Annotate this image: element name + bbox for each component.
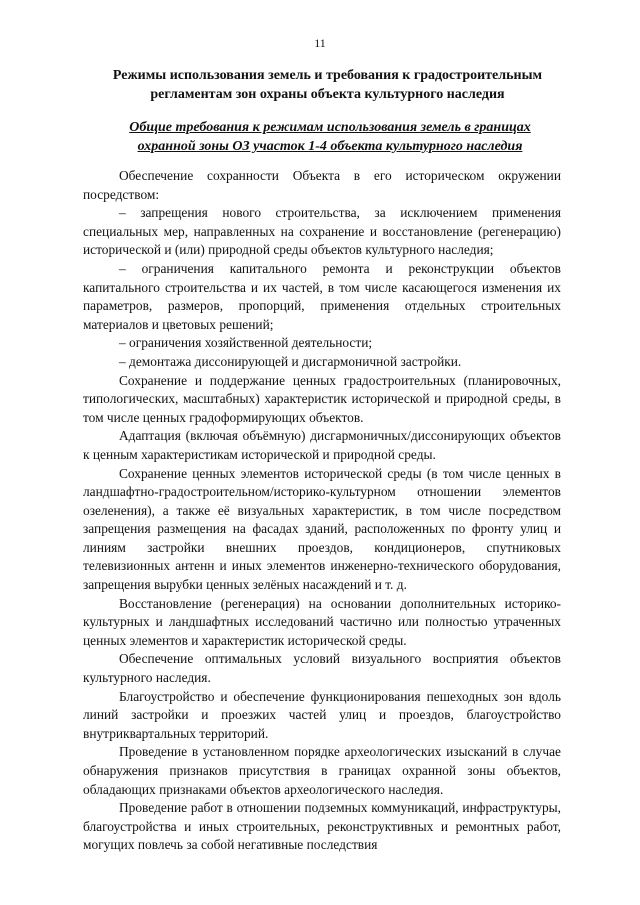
list-item: – ограничения хозяйственной деятельности; bbox=[119, 335, 373, 351]
section-heading: Общие требования к режимам использования земель в границах охранной зоны ОЗ участок 1-4 объекта культурного наследия bbox=[129, 120, 531, 154]
list-item: – запрещения нового строительства, за исключением применения специальных мер, направленных на сохранение и восстановление (регенерацию) исторической и (или) природной среды объектов культурного наследия; bbox=[83, 205, 561, 258]
paragraph: Восстановление (регенерация) на основании дополнительных историко-культурных и ландшафтных исследований частично или полностью утраченных ценных элементов и характеристик исторической среды. bbox=[83, 595, 561, 648]
page-title: Режимы использования земель и требования к градостроительным регламентам зон охраны объекта культурного наследия bbox=[112, 68, 543, 102]
page-number: 11 bbox=[314, 36, 326, 50]
paragraph: Проведение работ в отношении подземных коммуникаций, инфраструктуры, благоустройства и иных строительных, реконструктивных и ремонтных работ, могущих повлечь за собой негативные последствия bbox=[83, 800, 561, 853]
paragraph: Обеспечение сохранности Объекта в его историческом окружении посредством: bbox=[83, 168, 561, 202]
paragraph: Благоустройство и обеспечение функционирования пешеходных зон вдоль линий застройки и проезжих частей улиц и проездов, благоустройство внутриквартальных территорий. bbox=[83, 688, 561, 741]
list-item: – ограничения капитального ремонта и реконструкции объектов капитального строительства и их частей, в том числе касающегося изменения их параметров, размеров, пропорций, применения отдельных строительных материалов и цветовых решений; bbox=[83, 260, 561, 332]
paragraph: Обеспечение оптимальных условий визуального восприятия объектов культурного наследия. bbox=[83, 651, 561, 686]
paragraph: Адаптация (включая объёмную) дисгармоничных/диссонирующих объектов к ценным характеристикам исторической и природной среды. bbox=[83, 428, 561, 462]
paragraph: Сохранение ценных элементов исторической среды (в том числе ценных в ландшафтно-градостроительном/историко-культурном отношении элементов озеленения), а также её визуальных характеристик, в том числе посредством запрещения размещения на фасадах зданий, расположенных по фронту улиц и линиям застройки внешних проездов, кондиционеров, спутниковых телевизионных антенн и иных элементов инженерно-технического оборудования, запрещения вырубки ценных зелёных насаждений и т. д. bbox=[83, 465, 561, 593]
paragraph: Сохранение и поддержание ценных градостроительных (планировочных, типологических, масштабных) характеристик исторической и природной среды, в том числе ценных градоформирующих объектов. bbox=[83, 372, 561, 425]
document-body bbox=[83, 167, 561, 855]
paragraph: Проведение в установленном порядке археологических изысканий в случае обнаружения признаков присутствия в границах охранной зоны объектов, обладающих признаками объектов археологического наследия. bbox=[83, 744, 561, 797]
list-item: – демонтажа диссонирующей и дисгармоничной застройки. bbox=[119, 353, 462, 369]
